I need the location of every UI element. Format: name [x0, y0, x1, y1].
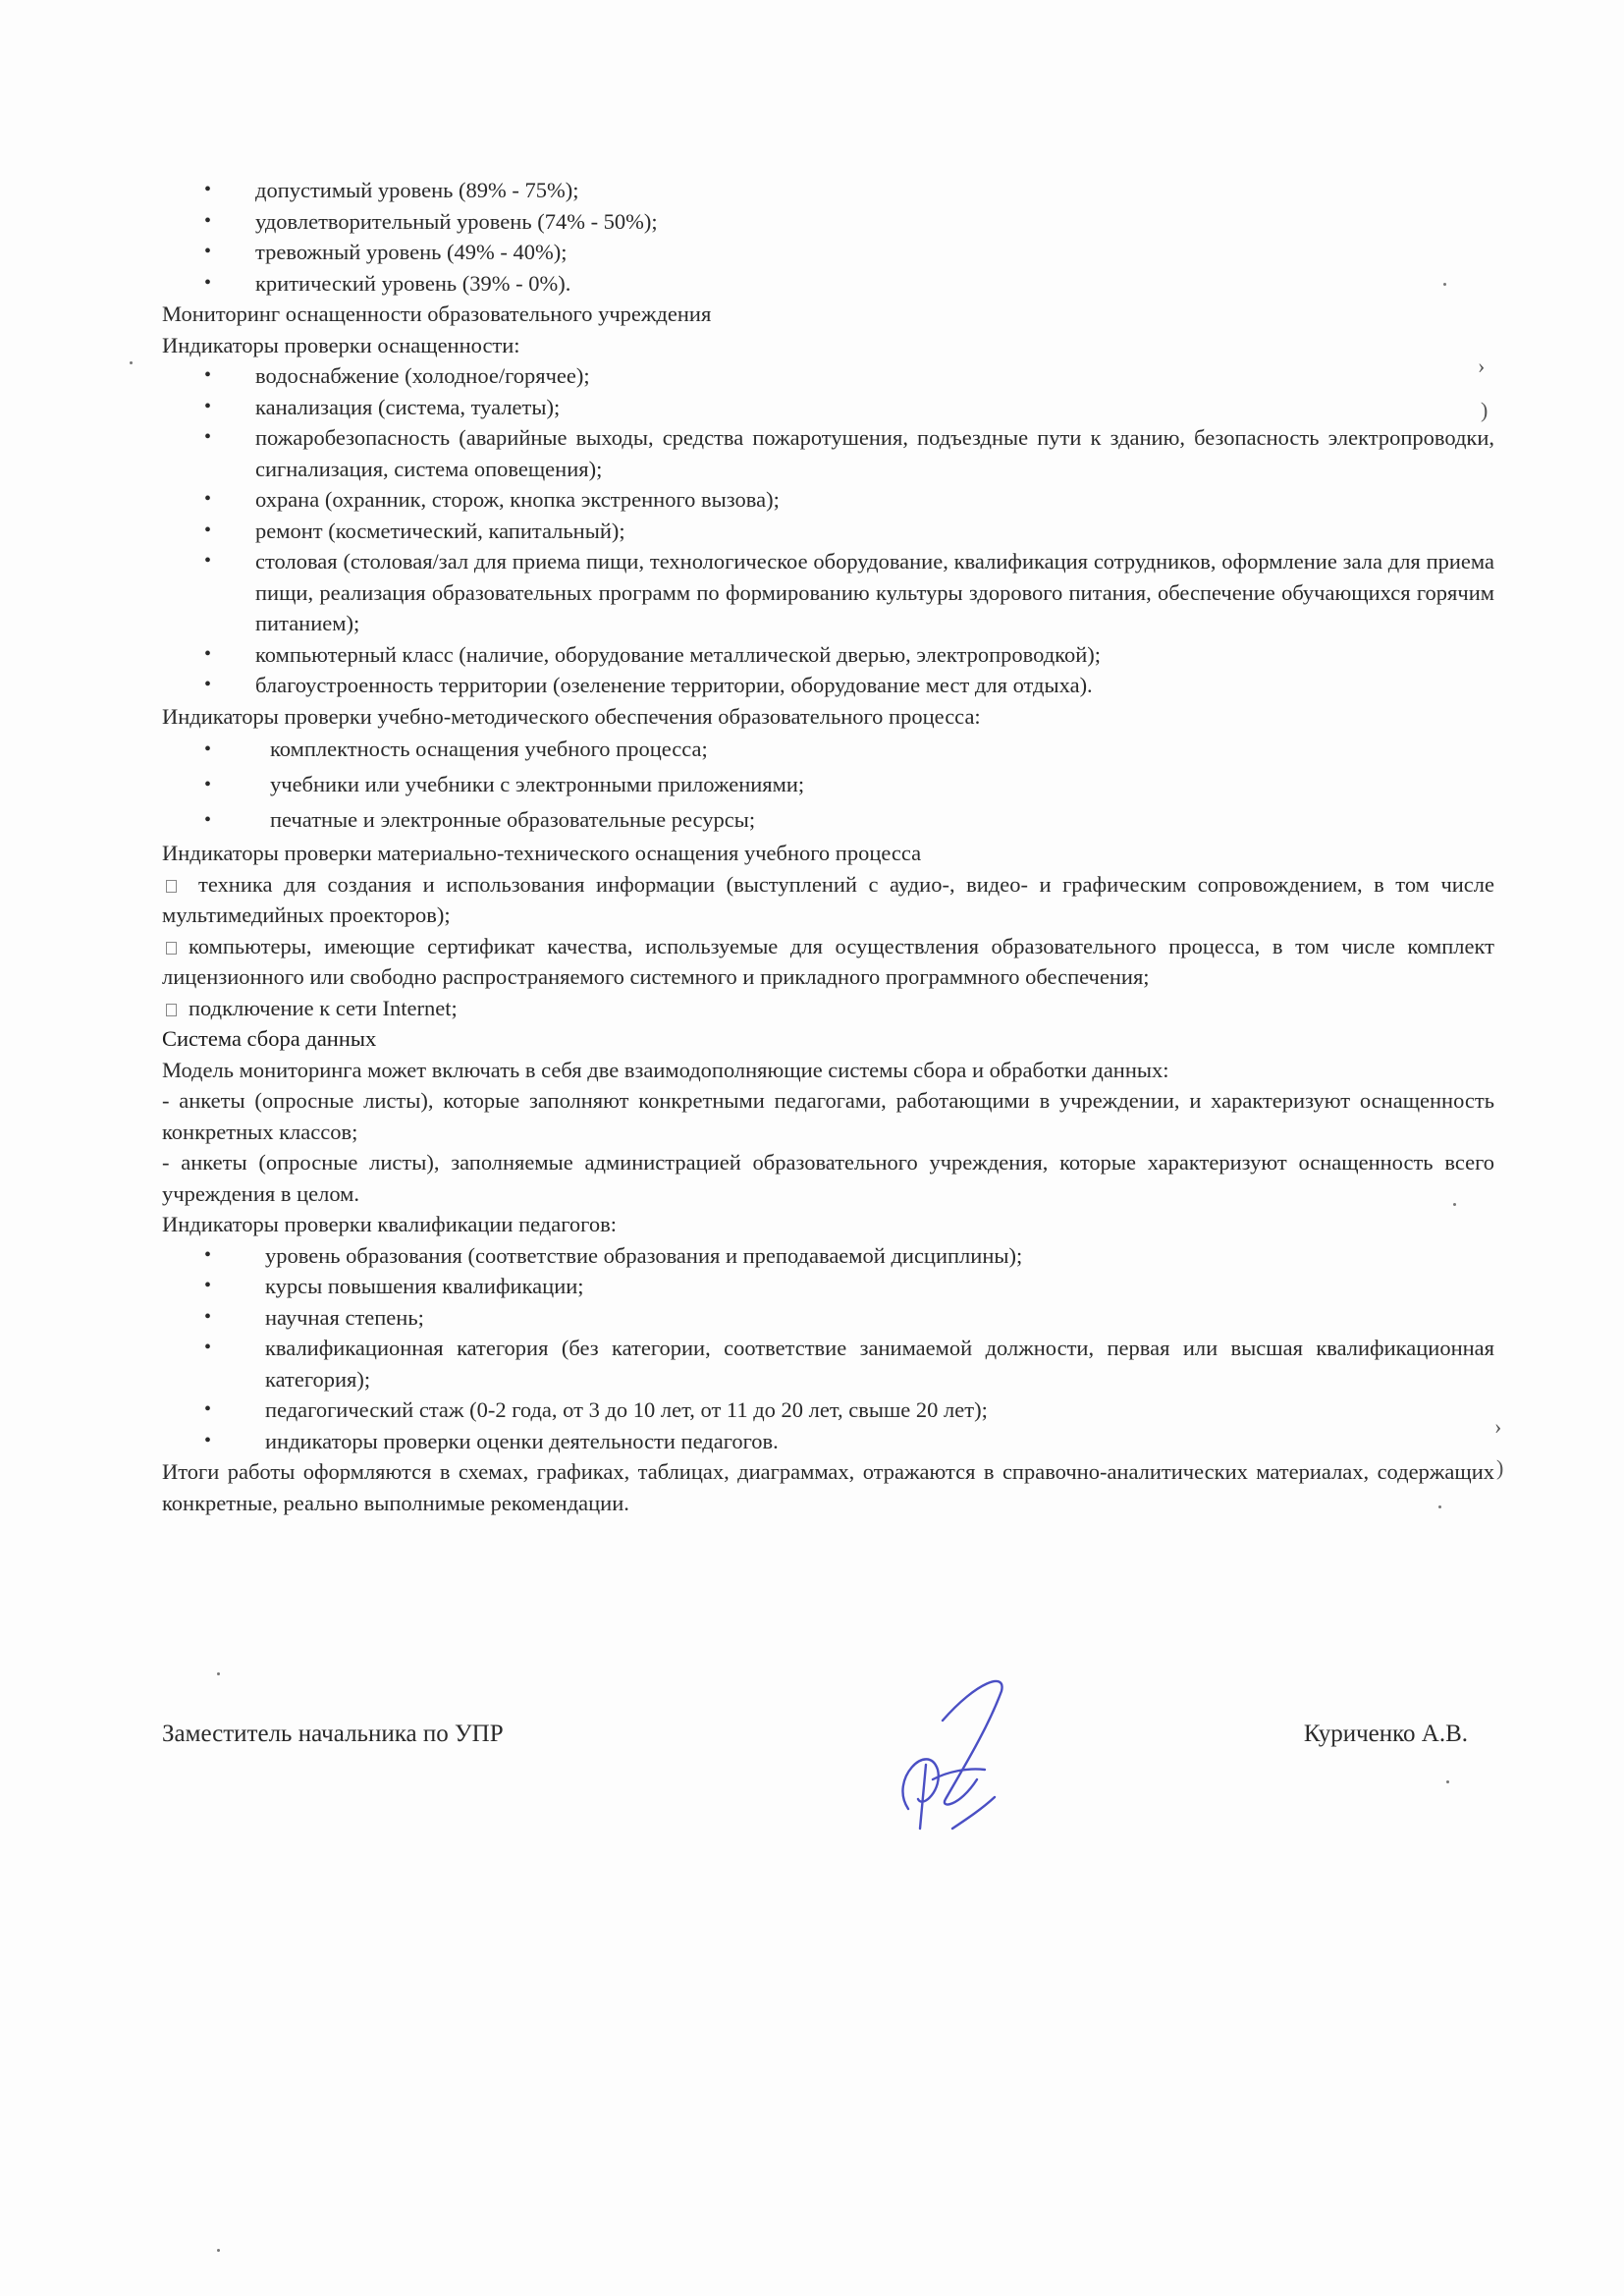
data-system-intro: Модель мониторинга может включать в себя две взаимодополняющие системы сбора и обработки данных:	[162, 1057, 1169, 1082]
list-item: подключение к сети Internet;	[162, 993, 1494, 1024]
document-body	[162, 175, 1494, 1518]
scan-speck	[217, 1672, 220, 1675]
scan-edge-mark: )	[1496, 1455, 1504, 1480]
qualification-indicators-list	[162, 1240, 1494, 1457]
list-item: • водоснабжение (холодное/горячее);	[162, 360, 1494, 392]
scan-speck	[1446, 1780, 1449, 1783]
data-system-item: - анкеты (опросные листы), заполняемые администрацией образовательного учреждения, которые характеризуют оснащенность всего учреждения в целом.	[162, 1150, 1494, 1206]
list-item: • пожаробезопасность (аварийные выходы, средства пожаротушения, подъездные пути к зданию, безопасность электропроводки, сигнализация, система оповещения);	[162, 422, 1494, 484]
qualification-indicators-heading: Индикаторы проверки квалификации педагогов:	[162, 1212, 617, 1236]
list-item: • квалификационная категория (без категории, соответствие занимаемой должности, первая или высшая квалификационная категория);	[162, 1333, 1494, 1394]
signatory-position: Заместитель начальника по УПР	[162, 1721, 504, 1747]
data-system-item: - анкеты (опросные листы), которые заполняют конкретными педагогами, работающими в учреждении, и характеризуют оснащенность конкретных классов;	[162, 1088, 1494, 1144]
square-bullet-icon	[166, 880, 177, 893]
scan-speck	[217, 2249, 220, 2252]
list-item: • охрана (охранник, сторож, кнопка экстренного вызова);	[162, 484, 1494, 516]
list-item: • ремонт (косметический, капитальный);	[162, 516, 1494, 547]
list-item: • комплектность оснащения учебного процесса;	[162, 732, 1494, 767]
list-item: компьютеры, имеющие сертификат качества, используемые для осуществления образовательного процесса, в том числе комплект лицензионного или свободно распространяемого системного и прикладного программного обеспечения;	[162, 933, 1494, 989]
section-title-equipment-monitoring: Мониторинг оснащенности образовательного учреждения	[162, 301, 712, 326]
list-item: • печатные и электронные образовательные ресурсы;	[162, 802, 1494, 838]
list-item: • учебники или учебники с электронными приложениями;	[162, 767, 1494, 802]
list-item: • компьютерный класс (наличие, оборудование металлической дверью, электропроводкой);	[162, 639, 1494, 671]
list-item: • уровень образования (соответствие образования и преподаваемой дисциплины);	[162, 1240, 1494, 1272]
signatory-name: Куриченко А.В.	[1303, 1721, 1468, 1747]
scan-edge-mark: )	[1481, 398, 1489, 422]
scan-speck	[130, 361, 133, 364]
signature-block	[162, 1721, 1468, 1838]
list-item: • курсы повышения квалификации;	[162, 1271, 1494, 1302]
methodical-indicators-heading: Индикаторы проверки учебно-методического обеспечения образовательного процесса:	[162, 703, 981, 729]
square-bullet-icon	[166, 942, 177, 955]
methodical-indicators-list	[162, 732, 1494, 838]
handwritten-signature	[869, 1662, 1026, 1838]
levels-list	[162, 175, 1494, 299]
list-item: • педагогический стаж (0-2 года, от 3 до 10 лет, от 11 до 20 лет, свыше 20 лет);	[162, 1394, 1494, 1426]
data-system-heading: Система сбора данных	[162, 1026, 377, 1051]
list-item: • столовая (столовая/зал для приема пищи, технологическое оборудование, квалификация сотрудников, оформление зала для приема пищи, реализация образовательных программ по формированию культуры здорового питания, обеспечение обучающихся горячим питанием);	[162, 546, 1494, 639]
scan-edge-mark: ›	[1478, 354, 1486, 378]
list-item: • удовлетворительный уровень (74% - 50%);	[162, 206, 1494, 238]
square-bullet-icon	[166, 1004, 177, 1016]
scan-speck	[1453, 1203, 1456, 1206]
scan-edge-mark: ›	[1494, 1414, 1502, 1439]
list-item: техника для создания и использования информации (выступлений с аудио-, видео- и графическим сопровождением, в том числе мультимедийных проекторов);	[162, 871, 1494, 927]
scan-speck	[1438, 1505, 1441, 1508]
equipment-indicators-heading: Индикаторы проверки оснащенности:	[162, 332, 520, 357]
material-indicators-heading: Индикаторы проверки материально-технического оснащения учебного процесса	[162, 841, 922, 865]
list-item: • допустимый уровень (89% - 75%);	[162, 175, 1494, 206]
list-item: • благоустроенность территории (озеленение территории, оборудование мест для отдыха).	[162, 670, 1494, 701]
equipment-indicators-list	[162, 360, 1494, 701]
list-item: • тревожный уровень (49% - 40%);	[162, 237, 1494, 268]
list-item: • канализация (система, туалеты);	[162, 392, 1494, 423]
list-item: • критический уровень (39% - 0%).	[162, 268, 1494, 300]
conclusion-paragraph: Итоги работы оформляются в схемах, графиках, таблицах, диаграммах, отражаются в справочно-аналитических материалах, содержащих конкретные, реально выполнимые рекомендации.	[162, 1459, 1494, 1515]
scan-speck	[1443, 283, 1446, 286]
list-item: • индикаторы проверки оценки деятельности педагогов.	[162, 1426, 1494, 1457]
list-item: • научная степень;	[162, 1302, 1494, 1334]
